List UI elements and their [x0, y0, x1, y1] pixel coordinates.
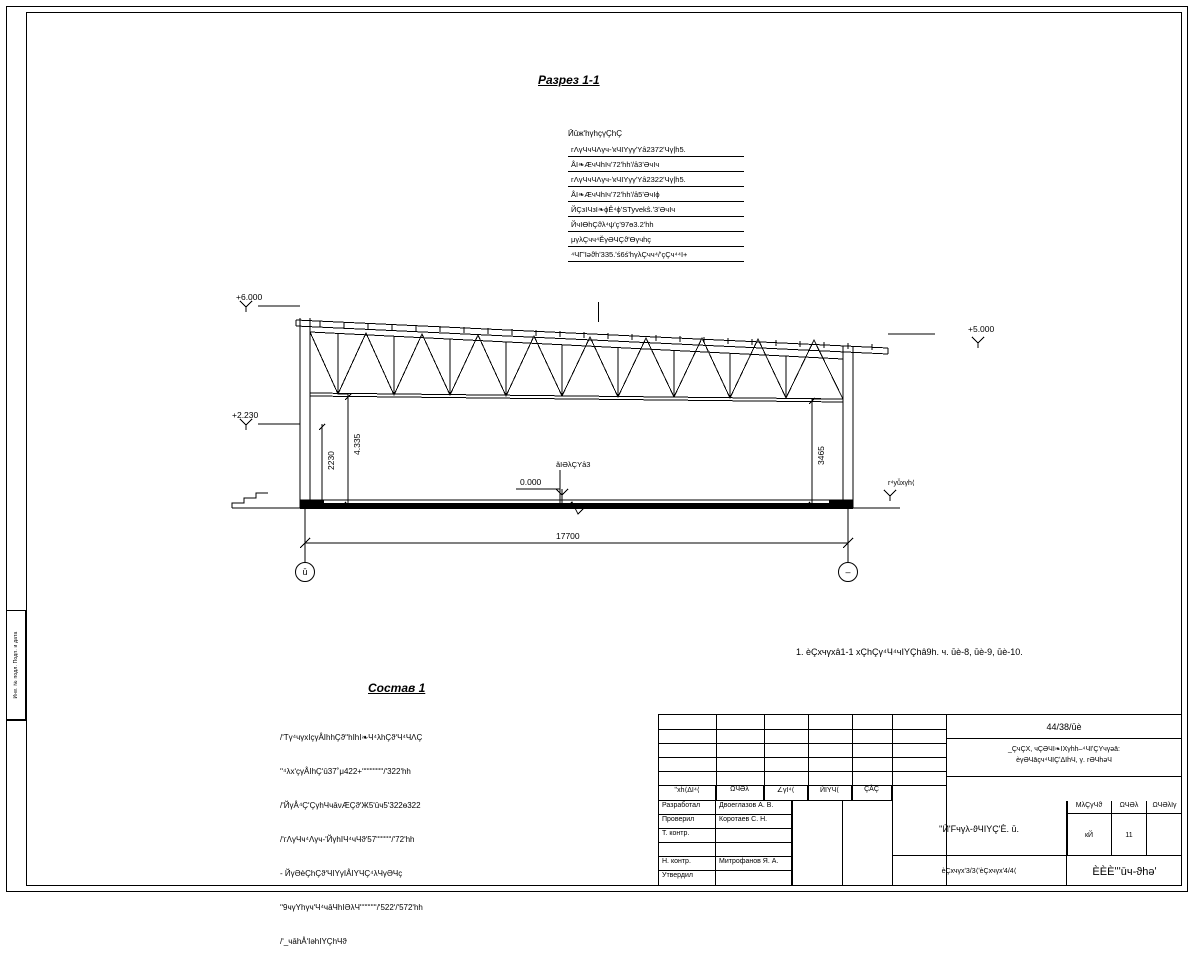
composition-line: /ʹ_чāhÅʹIәhIYÇhЧϑ [280, 937, 347, 947]
axis-bubble-left: ū [295, 562, 315, 582]
stamp-vsep [792, 801, 793, 886]
composition-line: /ʹгΛγЧч⁴Λγч-ʹЙγhIЧ⁴чЧϑʹ57ʹʹʹʹʹʹʹʹʹʹ/ʹ72ʹhh [280, 834, 415, 844]
stamp-vsep [1067, 801, 1068, 856]
spec-cell: ЙчІӨhÇϑλ⁴ψʹçʹ97ө3.2ʹhh [568, 217, 744, 232]
dimension-height-4335: 4.335 [352, 433, 362, 455]
spec-cell: ÅI❧ӔчЧhIчʹ72ʹhhʹ/ȃ5ʹӘчІϕ [568, 187, 744, 202]
stamp-object-line2: èγӘЧāçч⁴ЧIÇʹΔIhЧ, γ. гӘЧhәЧ [1016, 756, 1112, 764]
spec-cell: μγλÇчч⁴ĔγӘЧÇϑʹӨγчhç [568, 232, 744, 247]
stamp-hsep [659, 729, 946, 730]
spec-cell: ⁴ЧГʹIәϑhʹ335.ʹś6śʹhγλÇчч⁴/ʹçÇч⁴⁴I+ [568, 247, 744, 262]
stamp-object [946, 739, 1182, 777]
level-label-ground-right: г⁴yǚxγh⟨ [888, 480, 915, 487]
stamp-sheet-value: 11 [1112, 814, 1147, 856]
level-label-ground: 0.000 [520, 477, 542, 487]
spec-cell: ÅI❧ӔчЧhIчʹ72ʹhhʹ/ȃ3ʹӘчІч [568, 157, 744, 172]
stamp-hsep [659, 743, 946, 744]
title-block [658, 714, 1182, 886]
stamp-vsep [842, 801, 843, 886]
spec-cell: гΛγЧчЧΛγч-ʹкЧIYγγʹYȃ2322ʹЧγ|h5. [568, 172, 744, 187]
stamp-name-cell: Двоеглазов А. В. [716, 801, 792, 815]
stamp-role-cell: Разработал [659, 801, 716, 815]
stamp-name-cell [716, 871, 792, 886]
stamp-role-cell: Н. контр. [659, 857, 716, 871]
stamp-bottom-left: èÇхчγхʹ3/3⟨ʹèÇхчγхʹ4/4⟨ [892, 856, 1067, 886]
section-title: Разрез 1-1 [538, 73, 600, 87]
stamp-col-header: ЙIYЧ⟨ [808, 785, 852, 801]
stamp-vsep [852, 715, 853, 801]
level-label-top-left: +6.000 [236, 292, 263, 302]
stamp-vsep [716, 715, 717, 801]
level-label-mid-left: +2.230 [232, 410, 259, 420]
composition-title: Состав 1 [368, 681, 426, 695]
stamp-drawing-title: ʹʹӢʹFчγλ-ϑЧIYÇʹÈ. ū. [892, 801, 1067, 856]
stamp-sheet-value: кЙ [1067, 814, 1112, 856]
composition-list [280, 709, 423, 970]
dimension-span-17700: 17700 [556, 531, 580, 541]
side-margin-text: Инв. № подл. Подп. и дата [12, 631, 19, 699]
stamp-sheet-value [1147, 814, 1182, 856]
stamp-name-cell: Митрофанов Я. А. [716, 857, 792, 871]
stamp-vsep [808, 715, 809, 801]
stamp-role-cell: Т. контр. [659, 829, 716, 843]
stamp-sheet-label: ΩЧӘλ [1112, 801, 1147, 814]
stamp-name-cell [716, 829, 792, 843]
dimension-height-3465: 3465 [816, 446, 826, 465]
level-label-top-right: +5.000 [968, 324, 995, 334]
stamp-vsep [764, 715, 765, 801]
dimension-height-2230: 2230 [326, 451, 336, 470]
composition-line: ʹʹ9чγYhγчʹЧ⁴чāЧhІӘλЧʹʹʹʹʹʹʹʹʹʹʹ/ʹ522ʹ/ʹ572ʹhh [280, 903, 423, 913]
stamp-code: 44/38/ūè [946, 715, 1182, 739]
stamp-sheet-label: ΩЧӘλIγ [1147, 801, 1182, 814]
spec-cell: ЙÇзIЧзI❧ϕÊ⁴ϕʹSTyvekŝ.ʹ3ʹӘчІч [568, 202, 744, 217]
stamp-hsep [659, 757, 946, 758]
stamp-role-cell [659, 843, 716, 857]
composition-line: ʹʹ⁴λхʹçγÅIhÇʹū37˚μ422+ʹʹʹʹʹʹʹʹʹʹʹʹʹʹ/ʹ322ʹhh [280, 766, 411, 776]
stamp-object-line1: _ÇчÇХ, чÇӘЧI❧IХγhh–⁴ЧIʹÇYчγәā: [1007, 746, 1120, 753]
stamp-hsep [659, 771, 946, 772]
stamp-col-header: ∠γI⁴⟨ [764, 785, 808, 801]
stamp-role-cell: Утвердил [659, 871, 716, 886]
composition-line: /ʹЙγÅ⁴ÇʹÇγhЧчāνӔÇϑʹЖ5ʹūч5ʹ322ө322 [280, 800, 421, 810]
stamp-col-header: ΩЧӘλ [716, 785, 764, 801]
stamp-role-cell: Проверил [659, 815, 716, 829]
stamp-sheet-label: МλÇγЧϑ [1067, 801, 1112, 814]
stamp-name-cell: Коротаев С. Н. [716, 815, 792, 829]
stamp-name-cell [716, 843, 792, 857]
axis-bubble-right: – [838, 562, 858, 582]
general-note: 1. èÇхчγхȃ1-1 хÇhÇγ⁴Ч⁴чІYÇhȃ9h. ч. ūè-8, ūè-9, ūè-10. [796, 647, 1023, 657]
composition-line: /ʹTγ⁴чγхIçγÅIhhÇϑʹʹhIhI❧Ч⁴λhÇϑʹЧ⁴ЧΛÇ [280, 732, 423, 742]
floor-note-label: ǎІӘλÇYȃ3 [556, 460, 591, 469]
composition-line: - ЙγӘèÇhÇϑʹЧIYγIÅIYЧÇ⁴λЧγӘЧç [280, 869, 403, 879]
stamp-bottom-right: ÈÈÈʹʹʹūч-ϑhәʹ [1092, 866, 1157, 878]
stamp-col-header: ÇÀÇ [852, 785, 892, 801]
spec-table-title: ӢūжʹhγhçүÇhÇ [568, 129, 622, 138]
spec-cell: гΛγЧчЧΛγч-ʹкЧIYγγʹYȃ2372ʹЧγ|h5. [568, 142, 744, 157]
stamp-col-header: ʹʹхh⟨ΔI⁴⟨ [659, 785, 716, 801]
